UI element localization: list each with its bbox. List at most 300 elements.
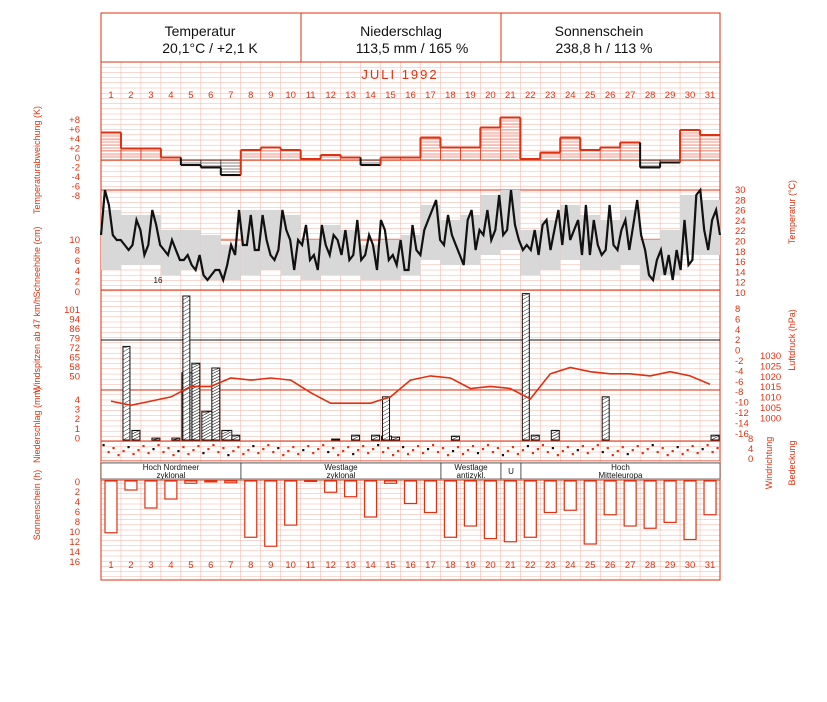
- day-label: 19: [465, 560, 476, 571]
- day-label: 13: [345, 560, 356, 571]
- wind-direction-dot: [137, 449, 139, 451]
- wind-direction-dot: [582, 445, 584, 447]
- day-label: 9: [268, 90, 274, 101]
- wind-tick: 72: [69, 343, 80, 354]
- wind-direction-dot: [127, 446, 129, 448]
- sunshine-bar: [644, 481, 656, 528]
- wind-direction-dot: [187, 453, 189, 455]
- wind-direction-dot: [277, 447, 279, 449]
- wind-direction-dot: [267, 444, 269, 446]
- wind-direction-dot: [622, 446, 624, 448]
- wind-direction-dot: [592, 448, 594, 450]
- temperature-header-label: Temperatur: [164, 23, 236, 39]
- temp-deviation-tick: -2: [71, 162, 80, 174]
- sunshine-bar: [285, 481, 297, 525]
- cloud-tick: 0: [748, 454, 754, 465]
- month-title: JULI 1992: [361, 67, 439, 82]
- wind-direction-dot: [412, 449, 414, 451]
- wind-tick: 79: [69, 333, 80, 345]
- sunshine-tick: 8: [74, 517, 80, 528]
- sunshine-bar: [684, 481, 696, 540]
- axis-label: Temperaturabweichung (K): [32, 105, 42, 215]
- wind-direction-dot: [517, 453, 519, 455]
- wind-tick: 58: [69, 362, 80, 373]
- pressure-left-tick: -4: [735, 366, 744, 378]
- sunshine-bar: [205, 481, 217, 482]
- day-label: 9: [268, 560, 274, 571]
- axis-label: Bedeckung: [787, 440, 797, 486]
- wind-direction-dot: [672, 450, 674, 452]
- day-label: 25: [584, 560, 596, 571]
- deviation-bar: [201, 160, 221, 168]
- wind-direction-dot: [652, 444, 654, 446]
- wind-direction-dot: [697, 452, 699, 454]
- temperature-header-value: 20,1°C / +2,1 K: [162, 40, 258, 56]
- wind-direction-dot: [112, 447, 114, 449]
- wind-direction-dot: [552, 447, 554, 449]
- temp-deviation-tick: +2: [69, 143, 80, 155]
- wind-direction-dot: [247, 449, 249, 451]
- day-label: 11: [305, 560, 316, 571]
- wind-direction-dot: [322, 444, 324, 446]
- sunshine-header-label: Sonnenschein: [554, 23, 644, 39]
- wind-direction-dot: [167, 447, 169, 449]
- day-label: 7: [228, 90, 234, 101]
- day-label: 14: [365, 90, 376, 101]
- sunshine-bar: [564, 481, 576, 510]
- wind-direction-dot: [172, 454, 174, 456]
- day-label: 1: [108, 90, 114, 101]
- wind-direction-dot: [407, 453, 409, 455]
- wind-direction-dot: [437, 451, 439, 453]
- weather-type-label: Hoch Nordmeer: [142, 463, 200, 472]
- wind-direction-dot: [447, 454, 449, 456]
- wind-direction-dot: [607, 447, 609, 449]
- deviation-bar: [560, 138, 580, 161]
- wind-direction-dot: [602, 451, 604, 453]
- day-label: 6: [208, 90, 214, 101]
- pressure-left-tick: 4: [735, 324, 741, 336]
- wind-direction-dot: [527, 445, 529, 447]
- axis-label: Luftdruck (hPa): [787, 309, 797, 371]
- snow-tick: 6: [74, 255, 80, 267]
- wind-direction-dot: [327, 451, 329, 453]
- pressure-left-tick: 0: [735, 345, 741, 357]
- pressure-left-tick: -2: [735, 356, 744, 367]
- wind-direction-dot: [357, 449, 359, 451]
- wind-direction-dot: [182, 446, 184, 448]
- wind-direction-dot: [702, 448, 704, 450]
- day-label: 3: [148, 90, 154, 101]
- wind-direction-dot: [207, 448, 209, 450]
- temp-deviation-tick: +8: [69, 115, 80, 126]
- deviation-bar: [420, 138, 440, 161]
- sunshine-bar: [424, 481, 436, 513]
- weather-type-label: Hoch: [611, 463, 630, 472]
- wind-direction-dot: [717, 447, 719, 449]
- pressure-left-tick: -8: [735, 387, 744, 399]
- wind-direction-dot: [177, 450, 179, 452]
- sunshine-bar: [504, 481, 516, 542]
- day-label: 22: [525, 560, 536, 571]
- wind-direction-dot: [497, 447, 499, 449]
- sunshine-bar: [165, 481, 177, 499]
- deviation-bar: [580, 150, 600, 160]
- day-label: 19: [465, 90, 476, 101]
- wind-direction-dot: [612, 454, 614, 456]
- sunshine-bar: [265, 481, 277, 546]
- sunshine-tick: 12: [69, 537, 80, 548]
- wind-direction-dot: [637, 445, 639, 447]
- wind-direction-dot: [202, 452, 204, 454]
- sunshine-header-value: 238,8 h / 113 %: [555, 40, 653, 56]
- precip-tick: 1: [74, 423, 80, 435]
- wind-direction-row: [102, 444, 718, 456]
- wind-direction-dot: [472, 445, 474, 447]
- wind-direction-dot: [257, 452, 259, 454]
- wind-direction-dot: [232, 450, 234, 452]
- deviation-bar: [480, 128, 500, 161]
- wind-direction-dot: [457, 446, 459, 448]
- day-label: 20: [485, 560, 496, 571]
- wind-direction-dot: [237, 446, 239, 448]
- wind-direction-dot: [332, 447, 334, 449]
- temperature-tick: 10: [735, 288, 746, 299]
- sunshine-tick: 6: [74, 507, 80, 518]
- wind-direction-dot: [567, 446, 569, 448]
- day-label: 21: [505, 90, 516, 101]
- weather-type-label: antizykl.: [456, 471, 486, 480]
- wind-direction-dot: [572, 453, 574, 455]
- day-label: 7: [228, 560, 234, 571]
- deviation-bar: [101, 133, 121, 161]
- wind-direction-dot: [162, 451, 164, 453]
- precipitation-series: [132, 363, 719, 440]
- sunshine-bar: [704, 481, 716, 515]
- wind-direction-dot: [117, 454, 119, 456]
- axis-label: Schneehöhe (cm): [32, 226, 42, 298]
- pressure-left-tick: 8: [735, 304, 741, 315]
- wind-direction-dot: [142, 445, 144, 447]
- cloud-tick: 8: [748, 434, 754, 445]
- day-label: 26: [604, 90, 616, 101]
- pressure-right-tick: 1030: [760, 351, 782, 362]
- temperature-band: [620, 210, 640, 265]
- temp-deviation-tick: +4: [69, 134, 80, 145]
- wind-direction-dot: [107, 451, 109, 453]
- pressure-right-tick: 1010: [760, 392, 782, 404]
- day-labels-bottom: [108, 560, 715, 571]
- precip-tick: 0: [74, 433, 80, 445]
- wind-direction-dot: [662, 447, 664, 449]
- wind-direction-dot: [477, 452, 479, 454]
- day-label: 15: [385, 90, 396, 101]
- sunshine-bar: [125, 481, 137, 490]
- day-label: 14: [365, 560, 376, 571]
- day-label: 10: [285, 560, 296, 571]
- day-label: 17: [425, 90, 436, 101]
- day-label: 3: [148, 560, 154, 571]
- wind-direction-dot: [227, 454, 229, 456]
- sunshine-bar: [544, 481, 556, 513]
- sunshine-bar: [624, 481, 636, 526]
- temp-deviation-tick: 0: [74, 153, 80, 164]
- weather-type-label: zyklonal: [326, 471, 356, 480]
- wind-direction-dot: [642, 452, 644, 454]
- day-label: 18: [445, 560, 456, 571]
- day-label: 22: [525, 90, 536, 101]
- axis-label: Temperatur (°C): [787, 179, 797, 245]
- cloud-tick: 4: [748, 444, 754, 455]
- sunshine-bar: [145, 481, 157, 508]
- wind-direction-dot: [422, 452, 424, 454]
- deviation-bar: [540, 153, 560, 161]
- wind-direction-dot: [382, 451, 384, 453]
- wind-direction-dot: [452, 450, 454, 452]
- wind-direction-dot: [222, 447, 224, 449]
- precip-tick: 2: [74, 414, 80, 426]
- temperature-tick: 24: [735, 215, 746, 227]
- sunshine-bar: [225, 481, 237, 483]
- wind-direction-dot: [692, 445, 694, 447]
- temp-deviation-tick: -8: [71, 191, 80, 202]
- bar-top-label: 16: [153, 276, 163, 285]
- wind-direction-dot: [487, 444, 489, 446]
- sunshine-bar: [245, 481, 257, 537]
- weather-type-label: U: [508, 467, 514, 476]
- axis-label: Niederschlag (mm): [32, 386, 42, 464]
- temperature-tick: 20: [735, 236, 746, 248]
- wind-direction-dot: [462, 453, 464, 455]
- day-label: 25: [584, 90, 596, 101]
- pressure-right-tick: 1000: [760, 413, 782, 425]
- wind-direction-dot: [302, 449, 304, 451]
- wind-direction-dot: [342, 450, 344, 452]
- snow-tick: 0: [74, 287, 80, 298]
- wind-direction-dot: [522, 449, 524, 451]
- wind-direction-dot: [492, 451, 494, 453]
- snow-tick: 10: [69, 235, 80, 246]
- wind-direction-dot: [242, 453, 244, 455]
- day-label: 24: [564, 90, 576, 101]
- day-label: 30: [684, 90, 696, 101]
- day-label: 17: [425, 560, 436, 571]
- wind-direction-dot: [397, 450, 399, 452]
- wind-direction-dot: [712, 451, 714, 453]
- sunshine-bar: [524, 481, 536, 537]
- wind-direction-dot: [507, 450, 509, 452]
- day-label: 2: [128, 90, 134, 101]
- weather-type-row: [101, 461, 720, 480]
- day-label: 10: [285, 90, 296, 101]
- wind-direction-dot: [667, 454, 669, 456]
- wind-direction-dot: [347, 446, 349, 448]
- wind-direction-dot: [467, 449, 469, 451]
- temperature-tick: 16: [735, 257, 746, 269]
- sunshine-tick: 16: [69, 557, 80, 568]
- wind-direction-dot: [537, 448, 539, 450]
- temperature-tick: 22: [735, 226, 746, 238]
- day-label: 27: [624, 560, 636, 571]
- pressure-right-tick: 1025: [760, 361, 782, 373]
- axis-label: Windrichtung: [764, 436, 774, 490]
- temp-deviation-tick: -4: [71, 172, 80, 183]
- temperature-tick: 14: [735, 267, 746, 279]
- snow-tick: 8: [74, 245, 80, 257]
- weather-type-label: Westlage: [324, 463, 358, 472]
- wind-direction-dot: [707, 444, 709, 446]
- wind-direction-dot: [617, 450, 619, 452]
- day-label: 31: [704, 90, 716, 101]
- wind-direction-dot: [377, 444, 379, 446]
- day-label: 2: [128, 560, 134, 571]
- wind-direction-dot: [312, 452, 314, 454]
- day-label: 24: [564, 560, 576, 571]
- wind-direction-dot: [432, 444, 434, 446]
- day-label: 12: [325, 90, 336, 101]
- day-label: 23: [544, 90, 556, 101]
- day-label: 16: [405, 90, 416, 101]
- day-label: 18: [445, 90, 456, 101]
- wind-direction-dot: [442, 447, 444, 449]
- sunshine-bar: [444, 481, 456, 537]
- weather-type-label: Mitteleuropa: [598, 471, 643, 480]
- sunshine-bar: [185, 481, 197, 483]
- wind-direction-dot: [532, 452, 534, 454]
- deviation-bar: [241, 150, 261, 160]
- pressure-left-tick: -12: [735, 408, 749, 419]
- day-label: 26: [604, 560, 616, 571]
- sunshine-bar: [464, 481, 476, 526]
- wind-direction-dot: [417, 445, 419, 447]
- wind-direction-dot: [352, 453, 354, 455]
- wind-direction-dot: [677, 446, 679, 448]
- wind-direction-dot: [362, 445, 364, 447]
- sunshine-series: [105, 481, 716, 546]
- wind-tick: 101: [64, 305, 80, 316]
- pressure-right-tick: 1005: [760, 403, 782, 414]
- wind-direction-dot: [587, 452, 589, 454]
- axis-label: Sonnenschein (h): [32, 469, 42, 541]
- sunshine-tick: 10: [69, 527, 80, 538]
- wind-direction-dot: [197, 445, 199, 447]
- temp-deviation-tick: -6: [71, 181, 80, 193]
- temperature-deviation-series: [101, 118, 720, 176]
- wind-direction-dot: [577, 449, 579, 451]
- day-label: 30: [684, 560, 696, 571]
- day-label: 8: [248, 90, 254, 101]
- wind-tick: 50: [69, 371, 80, 383]
- wind-direction-dot: [547, 451, 549, 453]
- wind-direction-dot: [367, 452, 369, 454]
- day-labels-top: [108, 90, 715, 101]
- wind-direction-dot: [252, 445, 254, 447]
- day-label: 13: [345, 90, 356, 101]
- sunshine-tick: 0: [74, 477, 80, 488]
- wind-direction-dot: [627, 453, 629, 455]
- wind-direction-dot: [387, 447, 389, 449]
- pressure-right-tick: 1020: [760, 371, 782, 383]
- wind-direction-dot: [402, 446, 404, 448]
- wind-direction-dot: [657, 451, 659, 453]
- wind-direction-dot: [287, 450, 289, 452]
- pressure-left-tick: -6: [735, 376, 744, 388]
- wind-direction-dot: [157, 444, 159, 446]
- snow-tick: 4: [74, 266, 80, 278]
- wind-direction-dot: [297, 453, 299, 455]
- precipitation-header-value: 113,5 mm / 165 %: [355, 40, 469, 56]
- day-label: 21: [505, 560, 516, 571]
- deviation-bar: [221, 160, 241, 175]
- day-label: 28: [644, 560, 656, 571]
- day-label: 5: [188, 560, 194, 571]
- deviation-bar: [281, 150, 301, 160]
- sunshine-tick: 14: [69, 547, 80, 558]
- day-label: 15: [385, 560, 396, 571]
- weather-type-label: Westlage: [454, 463, 488, 472]
- wind-direction-dot: [307, 445, 309, 447]
- precip-tick: 4: [74, 395, 80, 406]
- day-label: 29: [664, 560, 676, 571]
- wind-direction-dot: [542, 444, 544, 446]
- wind-direction-dot: [562, 450, 564, 452]
- sunshine-bar: [345, 481, 357, 497]
- wind-direction-dot: [147, 452, 149, 454]
- wind-direction-dot: [337, 454, 339, 456]
- wind-direction-dot: [102, 444, 104, 446]
- day-label: 20: [485, 90, 496, 101]
- wind-direction-dot: [262, 448, 264, 450]
- day-label: 1: [108, 560, 114, 571]
- day-label: 4: [168, 90, 174, 101]
- wind-direction-dot: [217, 451, 219, 453]
- temp-deviation-tick: +6: [69, 124, 80, 136]
- pressure-left-tick: 6: [735, 314, 741, 326]
- temperature-tick: 30: [735, 185, 746, 196]
- day-label: 8: [248, 560, 254, 571]
- wind-direction-dot: [597, 444, 599, 446]
- temperature-tick: 18: [735, 246, 746, 258]
- sunshine-tick: 2: [74, 487, 80, 498]
- sunshine-bar: [105, 481, 117, 533]
- sunshine-bar: [584, 481, 596, 544]
- deviation-bar: [640, 160, 660, 168]
- wind-direction-dot: [557, 454, 559, 456]
- wind-tick: 86: [69, 324, 80, 335]
- wind-tick: 94: [69, 314, 80, 326]
- day-label: 6: [208, 560, 214, 571]
- wind-direction-dot: [272, 451, 274, 453]
- wind-direction-dot: [122, 450, 124, 452]
- wind-direction-dot: [152, 448, 154, 450]
- wind-direction-dot: [687, 449, 689, 451]
- wind-direction-dot: [427, 448, 429, 450]
- snow-tick: 2: [74, 276, 80, 288]
- temperature-tick: 28: [735, 195, 746, 207]
- day-label: 11: [305, 90, 316, 101]
- day-label: 29: [664, 90, 676, 101]
- temperature-band: [600, 220, 620, 270]
- wind-direction-dot: [132, 453, 134, 455]
- wind-bar: [183, 296, 190, 440]
- wind-direction-dot: [392, 454, 394, 456]
- day-label: 12: [325, 560, 336, 571]
- day-label: 5: [188, 90, 194, 101]
- wind-tick: 65: [69, 352, 80, 364]
- axis-label: Windspitzen ab 47 km/h: [32, 296, 42, 394]
- pressure-left-tick: 2: [735, 335, 741, 347]
- temperature-tick: 26: [735, 205, 746, 217]
